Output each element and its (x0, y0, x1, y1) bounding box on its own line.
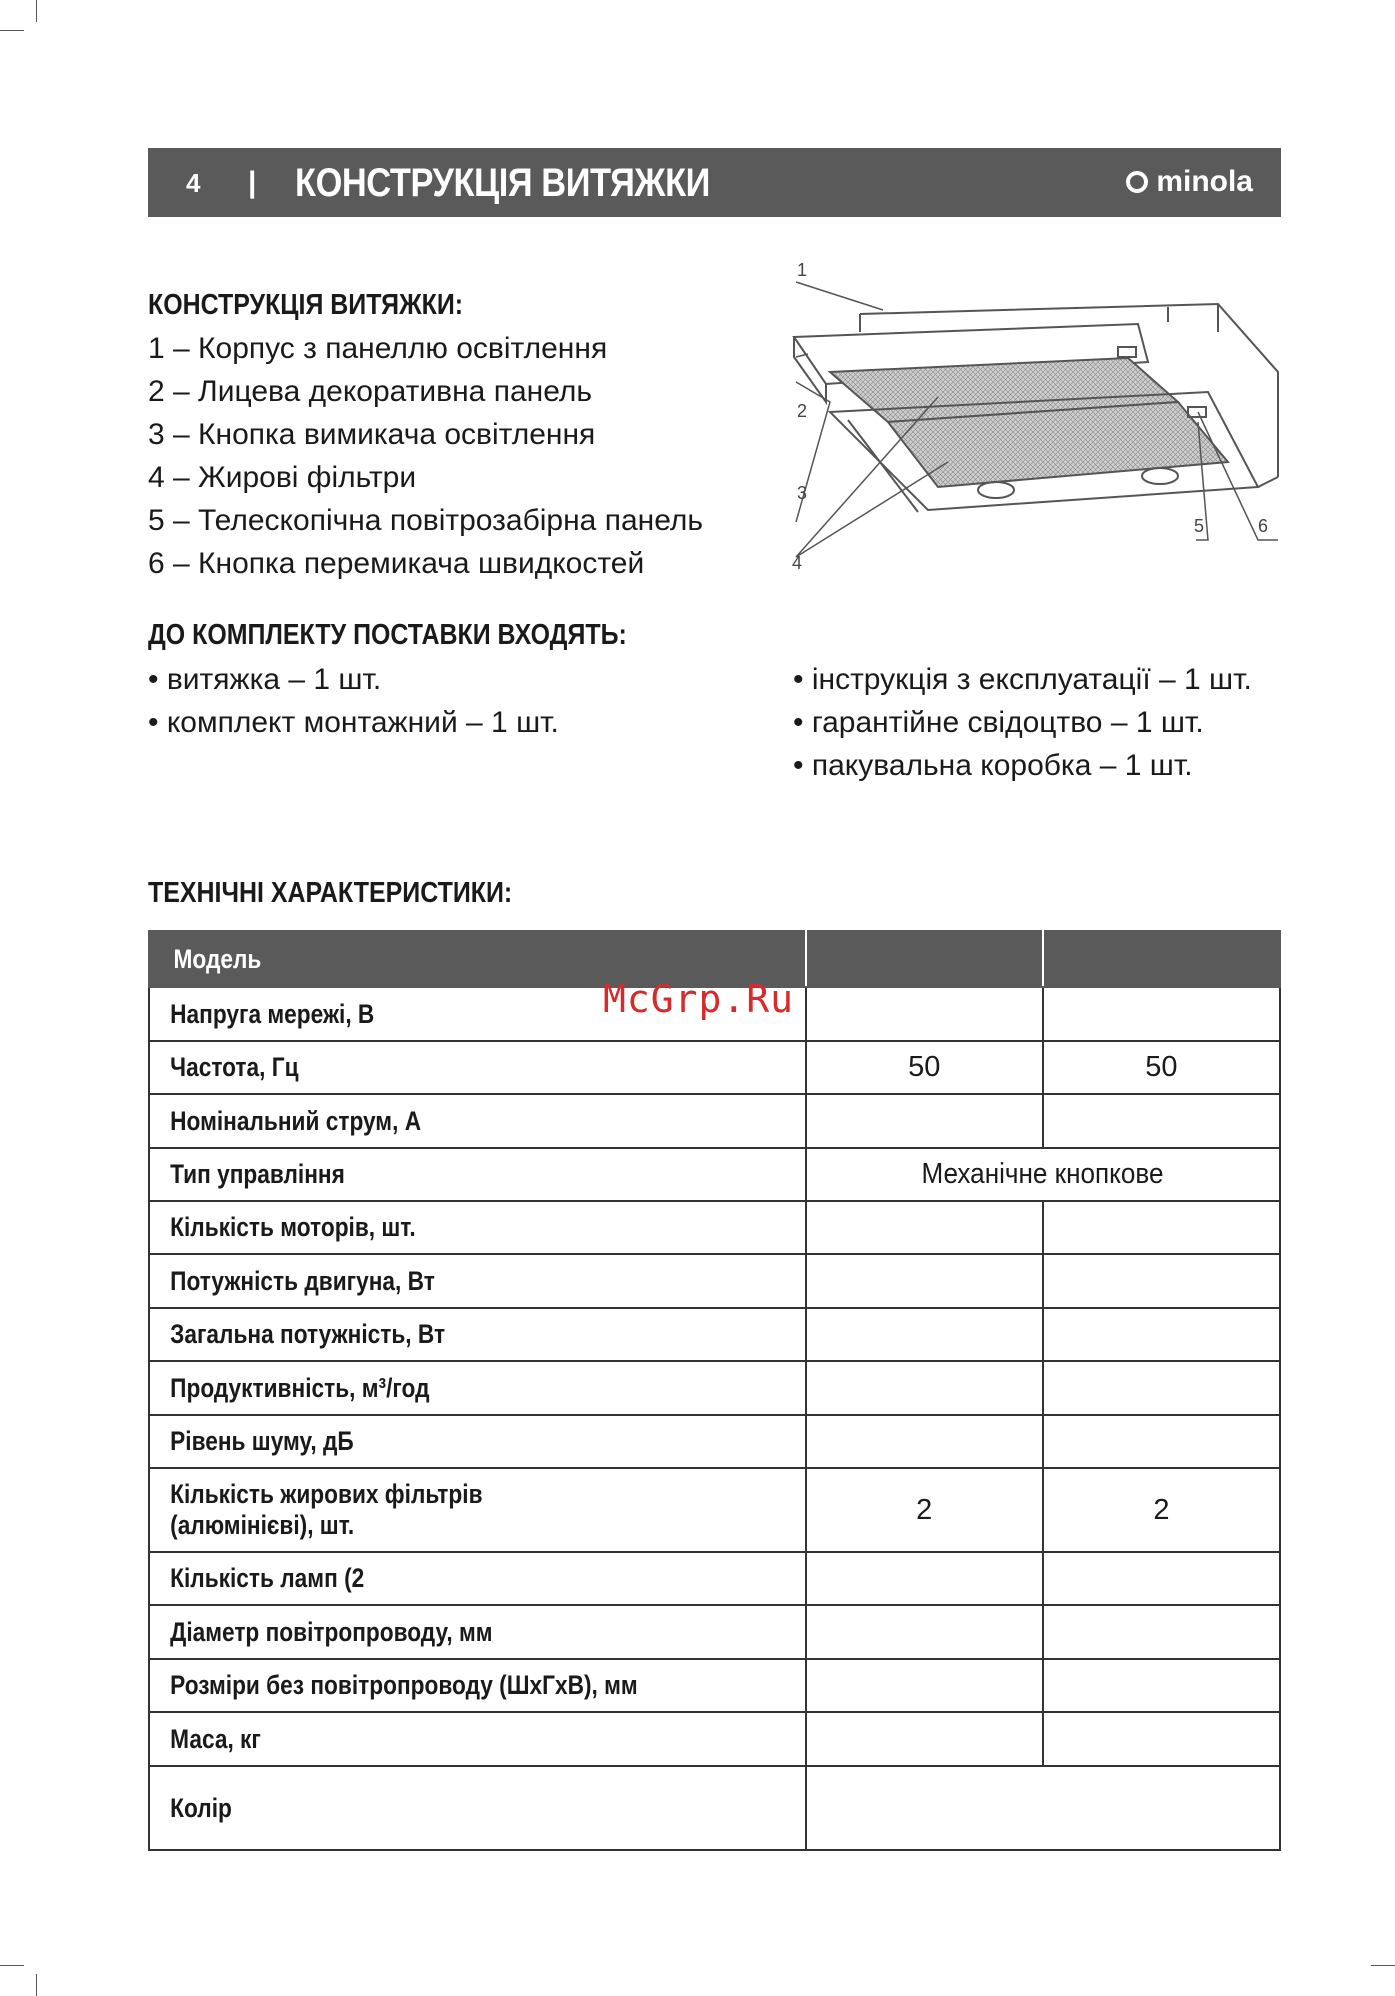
table-row (149, 1308, 1280, 1361)
specs-title: ТЕХНІЧНІ ХАРАКТЕРИСТИКИ: (148, 877, 513, 909)
row-value (1043, 1308, 1280, 1361)
row-label: Діаметр повітропроводу, мм (149, 1605, 806, 1659)
row-label: Кількість моторів, шт. (149, 1201, 806, 1254)
row-value (806, 1659, 1043, 1712)
header-cell (1043, 931, 1280, 987)
row-label: Напруга мережі, В (149, 987, 806, 1041)
brand-logo (1126, 165, 1253, 199)
diagram-label: 6 (1258, 516, 1269, 536)
construction-title: КОНСТРУКЦІЯ ВИТЯЖКИ: (148, 289, 464, 321)
list-item: 6 – Кнопка перемикача швидкостей (148, 547, 645, 580)
table-row (149, 1148, 1280, 1201)
diagram-label: 1 (797, 262, 808, 280)
row-value (1043, 1361, 1280, 1415)
row-label: Кількість жирових фільтрів (алюмінієві), шт. (149, 1468, 806, 1552)
table-row (149, 1712, 1280, 1766)
row-value (806, 987, 1043, 1041)
row-label: Кількість ламп (2 (149, 1552, 806, 1605)
row-value: 2 (806, 1468, 1043, 1552)
list-item: • інструкція з експлуатації – 1 шт. (793, 663, 1252, 696)
crop-mark (0, 30, 24, 31)
construction-list (148, 327, 703, 585)
list-item: • комплект монтажний – 1 шт. (148, 706, 559, 739)
row-label: Маса, кг (149, 1712, 806, 1766)
row-value (1043, 1659, 1280, 1712)
table-row (149, 1766, 1280, 1850)
row-value (1043, 987, 1280, 1041)
row-value (1043, 1094, 1280, 1148)
table-row (149, 1659, 1280, 1712)
crop-mark (0, 1965, 24, 1966)
list-item: 2 – Лицева декоративна панель (148, 375, 593, 408)
row-value (806, 1361, 1043, 1415)
row-value (1043, 1201, 1280, 1254)
list-item: 3 – Кнопка вимикача освітлення (148, 418, 596, 451)
table-row (149, 1552, 1280, 1605)
row-value-merged: Механічне кнопкове (806, 1148, 1280, 1201)
row-value (806, 1201, 1043, 1254)
row-value: 2 (1043, 1468, 1280, 1552)
row-label: Колір (149, 1766, 806, 1850)
header-cell: Модель (149, 931, 806, 987)
diagram-label: 3 (797, 483, 808, 503)
watermark: McGrp.Ru (603, 977, 795, 1021)
row-label: Номінальний струм, А (149, 1094, 806, 1148)
row-label: Розміри без повітропроводу (ШхГхВ), мм (149, 1659, 806, 1712)
row-value (806, 1605, 1043, 1659)
row-label: Тип управління (149, 1148, 806, 1201)
row-label: Продуктивність, м³/год (149, 1361, 806, 1415)
table-row (149, 1468, 1280, 1552)
row-value (1043, 1415, 1280, 1468)
row-value-merged (806, 1766, 1280, 1850)
brand-name: minola (1156, 165, 1253, 198)
hood-diagram (788, 262, 1280, 582)
brand-ring-icon (1126, 171, 1148, 193)
delivery-title: ДО КОМПЛЕКТУ ПОСТАВКИ ВХОДЯТЬ: (148, 619, 627, 651)
table-row (149, 1361, 1280, 1415)
list-item: • витяжка – 1 шт. (148, 663, 382, 696)
row-value (806, 1415, 1043, 1468)
row-label: Рівень шуму, дБ (149, 1415, 806, 1468)
row-value (1043, 1605, 1280, 1659)
page-header (148, 148, 1281, 217)
table-row (149, 1254, 1280, 1308)
diagram-label: 5 (1194, 516, 1205, 536)
row-label: Загальна потужність, Вт (149, 1308, 806, 1361)
row-value (806, 1308, 1043, 1361)
diagram-label: 4 (792, 553, 803, 573)
list-item: 1 – Корпус з панеллю освітлення (148, 332, 608, 365)
row-value (806, 1712, 1043, 1766)
crop-mark (1371, 1965, 1395, 1966)
list-item: • пакувальна коробка – 1 шт. (793, 749, 1193, 782)
row-value: 50 (806, 1041, 1043, 1094)
page-title: КОНСТРУКЦІЯ ВИТЯЖКИ (295, 161, 710, 205)
table-row (149, 1094, 1280, 1148)
row-label: Частота, Гц (149, 1041, 806, 1094)
crop-mark (36, 1974, 37, 1996)
row-value (1043, 1552, 1280, 1605)
row-value (806, 1254, 1043, 1308)
table-row (149, 1041, 1280, 1094)
row-value: 50 (1043, 1041, 1280, 1094)
row-value (1043, 1254, 1280, 1308)
table-row (149, 1415, 1280, 1468)
list-item: 4 – Жирові фільтри (148, 461, 417, 494)
row-label: Потужність двигуна, Вт (149, 1254, 806, 1308)
row-value (806, 1094, 1043, 1148)
list-item: • гарантійне свідоцтво – 1 шт. (793, 706, 1204, 739)
header-cell (806, 931, 1043, 987)
page-number: 4 (186, 168, 201, 198)
table-row (149, 1201, 1280, 1254)
diagram-label: 2 (797, 401, 808, 421)
row-value (1043, 1712, 1280, 1766)
table-row (149, 1605, 1280, 1659)
list-item: 5 – Телескопічна повітрозабірна панель (148, 504, 704, 537)
row-value (806, 1552, 1043, 1605)
delivery-list-left (148, 658, 559, 744)
delivery-list-right (793, 658, 1252, 787)
header-separator: | (248, 166, 257, 199)
specs-table (148, 930, 1281, 1851)
crop-mark (36, 0, 37, 22)
